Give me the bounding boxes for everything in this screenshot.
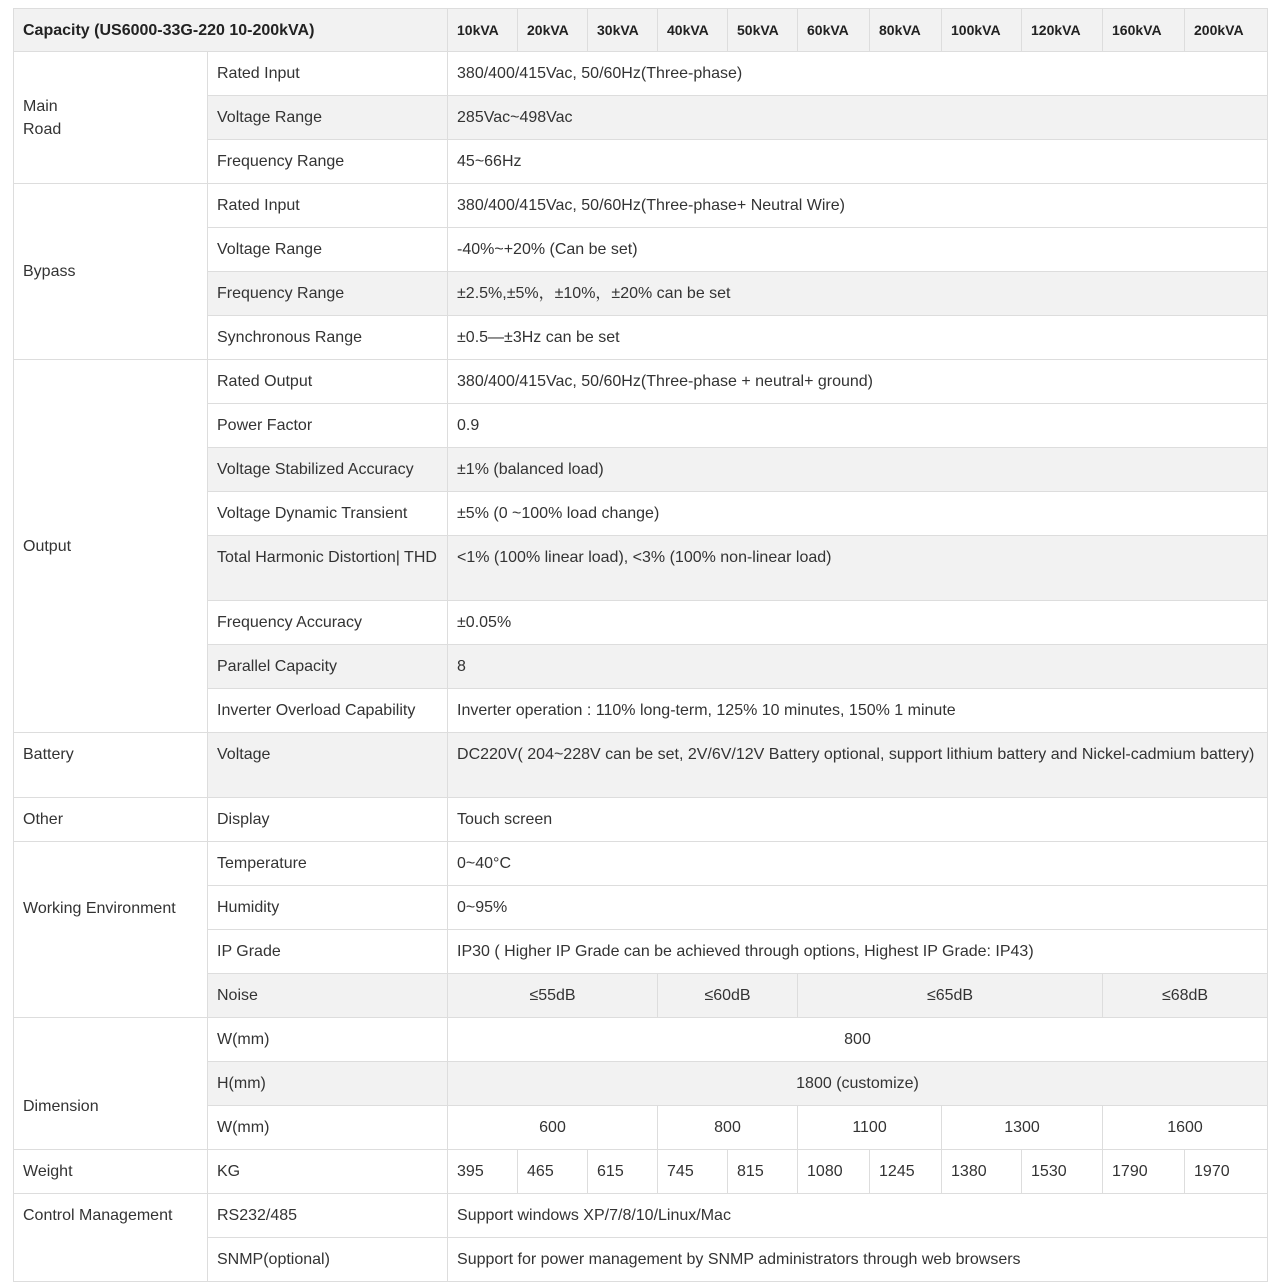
weight-value: 1080 [798,1150,870,1194]
row-value: ±1% (balanced load) [448,448,1268,492]
row-label: Rated Input [208,52,448,96]
group-working-environment: Working Environment [14,842,208,1018]
row-value: Touch screen [448,798,1268,842]
row-value: 380/400/415Vac, 50/60Hz(Three-phase + neutral+ ground) [448,360,1268,404]
spec-table [13,8,1268,1282]
row-label: Parallel Capacity [208,645,448,689]
row-label: Temperature [208,842,448,886]
weight-value: 395 [448,1150,518,1194]
noise-value: ≤60dB [658,974,798,1018]
weight-value: 1245 [870,1150,942,1194]
group-bypass: Bypass [14,184,208,360]
table-row [14,1018,1268,1062]
capacity-header: 30kVA [588,9,658,52]
row-label: Rated Input [208,184,448,228]
row-value: DC220V( 204~228V can be set, 2V/6V/12V Battery optional, support lithium battery and Nickel-cadmium battery) [448,733,1268,798]
width-value: 1300 [942,1106,1103,1150]
weight-value: 1530 [1022,1150,1103,1194]
row-label: W(mm) [208,1018,448,1062]
capacity-header: 160kVA [1103,9,1185,52]
width-value: 1100 [798,1106,942,1150]
capacity-header: 80kVA [870,9,942,52]
noise-value: ≤68dB [1103,974,1268,1018]
weight-value: 1790 [1103,1150,1185,1194]
row-label: Total Harmonic Distortion| THD [208,536,448,601]
group-weight: Weight [14,1150,208,1194]
row-label: RS232/485 [208,1194,448,1238]
header-row [14,9,1268,52]
row-value: 285Vac~498Vac [448,96,1268,140]
capacity-header: 10kVA [448,9,518,52]
width-value: 1600 [1103,1106,1268,1150]
weight-value: 1970 [1185,1150,1268,1194]
table-row [14,733,1268,798]
row-label: Voltage Stabilized Accuracy [208,448,448,492]
row-value: 0.9 [448,404,1268,448]
table-row [14,360,1268,404]
noise-value: ≤55dB [448,974,658,1018]
row-label: W(mm) [208,1106,448,1150]
group-main-road: Main Road [14,52,208,184]
group-other: Other [14,798,208,842]
weight-value: 1380 [942,1150,1022,1194]
row-label: Voltage [208,733,448,798]
row-label: Voltage Dynamic Transient [208,492,448,536]
row-label: Display [208,798,448,842]
row-value: ±2.5%,±5%，±10%，±20% can be set [448,272,1268,316]
group-output: Output [14,360,208,733]
row-label: Voltage Range [208,228,448,272]
table-row [14,1194,1268,1238]
row-value: ±5% (0 ~100% load change) [448,492,1268,536]
capacity-header: 100kVA [942,9,1022,52]
group-dimension: Dimension [14,1018,208,1150]
row-label: Synchronous Range [208,316,448,360]
row-value: IP30 ( Higher IP Grade can be achieved through options, Highest IP Grade: IP43) [448,930,1268,974]
row-label: Noise [208,974,448,1018]
row-value: 0~40°C [448,842,1268,886]
row-value: <1% (100% linear load), <3% (100% non-linear load) [448,536,1268,601]
row-value: Support for power management by SNMP administrators through web browsers [448,1238,1268,1282]
table-row [14,798,1268,842]
table-row [14,842,1268,886]
group-battery: Battery [14,733,208,798]
row-value: 0~95% [448,886,1268,930]
capacity-header: 50kVA [728,9,798,52]
row-label: Frequency Accuracy [208,601,448,645]
row-value: 800 [448,1018,1268,1062]
row-value: 380/400/415Vac, 50/60Hz(Three-phase+ Neutral Wire) [448,184,1268,228]
row-value: Inverter operation : 110% long-term, 125% 10 minutes, 150% 1 minute [448,689,1268,733]
capacity-header: 20kVA [518,9,588,52]
row-label: SNMP(optional) [208,1238,448,1282]
row-value: Support windows XP/7/8/10/Linux/Mac [448,1194,1268,1238]
row-label: Humidity [208,886,448,930]
row-label: H(mm) [208,1062,448,1106]
row-value: ±0.05% [448,601,1268,645]
row-value: 1800 (customize) [448,1062,1268,1106]
table-row [14,1150,1268,1194]
capacity-header: 200kVA [1185,9,1268,52]
width-value: 600 [448,1106,658,1150]
row-value: 8 [448,645,1268,689]
row-value: -40%~+20% (Can be set) [448,228,1268,272]
noise-value: ≤65dB [798,974,1103,1018]
weight-value: 815 [728,1150,798,1194]
weight-value: 615 [588,1150,658,1194]
row-value: 45~66Hz [448,140,1268,184]
row-value: 380/400/415Vac, 50/60Hz(Three-phase) [448,52,1268,96]
weight-value: 465 [518,1150,588,1194]
row-label: Rated Output [208,360,448,404]
table-row [14,184,1268,228]
table-title: Capacity (US6000-33G-220 10-200kVA) [14,9,448,52]
row-label: IP Grade [208,930,448,974]
width-value: 800 [658,1106,798,1150]
weight-value: 745 [658,1150,728,1194]
row-label: Frequency Range [208,272,448,316]
row-value: ±0.5—±3Hz can be set [448,316,1268,360]
row-label: Frequency Range [208,140,448,184]
capacity-header: 40kVA [658,9,728,52]
row-label: Power Factor [208,404,448,448]
capacity-header: 60kVA [798,9,870,52]
row-label: KG [208,1150,448,1194]
row-label: Voltage Range [208,96,448,140]
group-control-management: Control Management [14,1194,208,1282]
table-row [14,52,1268,96]
capacity-header: 120kVA [1022,9,1103,52]
row-label: Inverter Overload Capability [208,689,448,733]
